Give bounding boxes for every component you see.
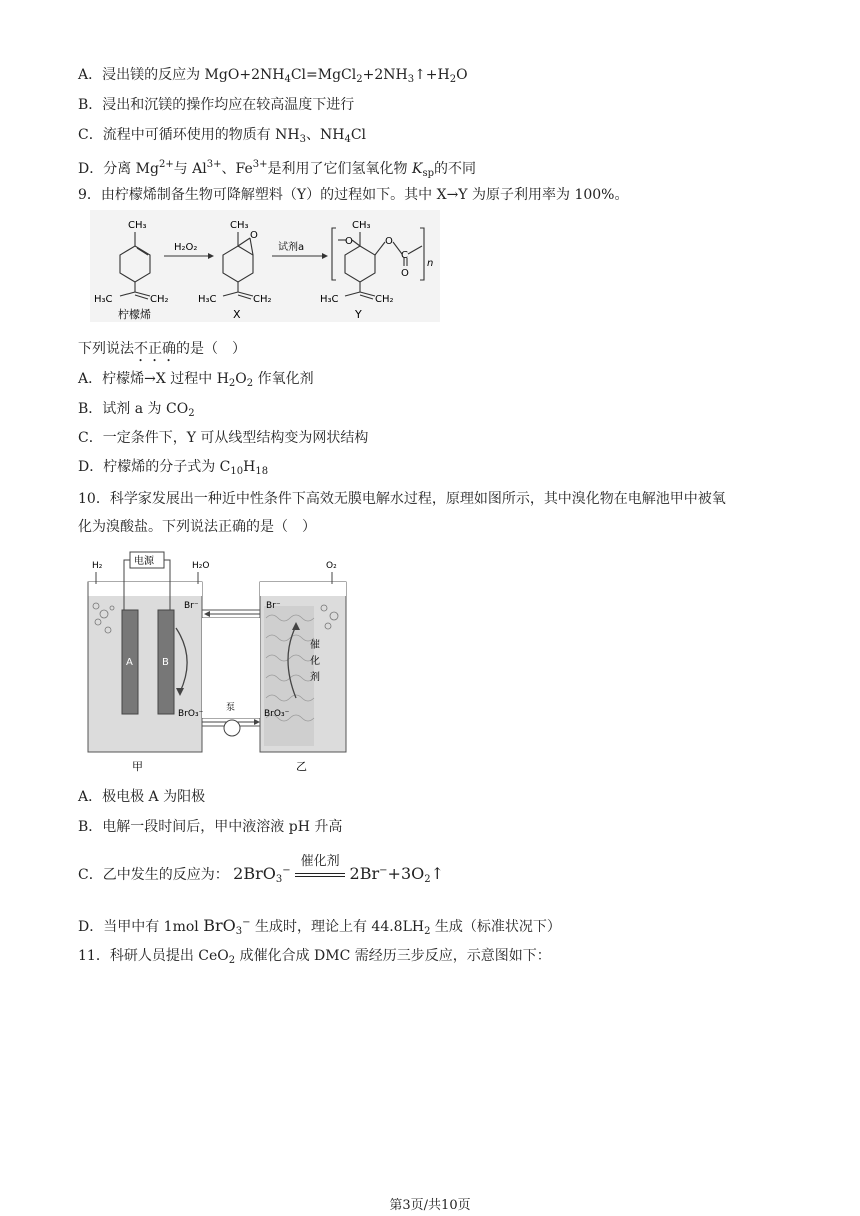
- svg-text:CH₃: CH₃: [352, 220, 371, 231]
- svg-text:BrO₃⁻: BrO₃⁻: [264, 709, 290, 719]
- svg-text:CH₃: CH₃: [230, 220, 249, 231]
- q10-option-d: D．当甲中有 1mol BrO$_3$− 生成时，理论上有 $44.8LH_2$ 生成（标准状况下）: [78, 916, 561, 937]
- svg-text:O: O: [401, 268, 409, 279]
- svg-text:化: 化: [310, 656, 320, 667]
- svg-text:H₂: H₂: [92, 561, 103, 571]
- q10-option-b: B．电解一段时间后，甲中液溶液 pH 升高: [78, 819, 343, 835]
- svg-text:H₂O₂: H₂O₂: [174, 242, 198, 253]
- svg-text:H₃C: H₃C: [94, 294, 113, 305]
- svg-text:Br⁻: Br⁻: [184, 601, 199, 611]
- svg-text:催: 催: [310, 640, 320, 651]
- svg-text:O₂: O₂: [326, 561, 337, 571]
- svg-text:C: C: [401, 250, 408, 261]
- q8-option-d: D．分离 $Mg^{2+}$与 $Al^{3+}$、$Fe^{3+}$是利用了它们氢氧化物 $K_{sp}$的不同: [78, 159, 476, 179]
- q10-electrolysis-figure: [84, 548, 354, 774]
- q11-stem: 11．科研人员提出 CeO$_2$ 成催化合成 DMC 需经历三步反应，示意图如下：: [78, 948, 551, 966]
- q10-option-c: C．乙中发生的反应为： 2BrO$_3$− 催化剂 $2Br^-+3O_2↑$: [78, 854, 445, 885]
- q8-option-c: C．流程中可循环使用的物质有 $NH_3$、$NH_4Cl$: [78, 127, 367, 145]
- svg-text:A: A: [126, 657, 133, 668]
- svg-text:电源: 电源: [134, 556, 154, 567]
- svg-text:CH₂: CH₂: [150, 294, 169, 305]
- x-label: X: [233, 308, 241, 321]
- q9-option-c: C．一定条件下，Y 可从线型结构变为网状结构: [78, 430, 369, 446]
- page-footer: 第3页/共10页: [389, 1198, 471, 1213]
- limonene-ch3: CH₃: [128, 220, 147, 231]
- svg-text:泵: 泵: [226, 703, 236, 713]
- svg-text:试剂a: 试剂a: [278, 242, 305, 253]
- q9-reaction-figure: [90, 210, 440, 322]
- svg-text:甲: 甲: [132, 760, 143, 773]
- svg-text:O: O: [250, 230, 258, 241]
- svg-text:H₂O: H₂O: [192, 561, 210, 571]
- svg-text:BrO₃⁻: BrO₃⁻: [178, 709, 204, 719]
- svg-text:CH₂: CH₂: [253, 294, 272, 305]
- y-label: Y: [355, 308, 362, 321]
- svg-text:O: O: [345, 236, 353, 247]
- svg-text:Br⁻: Br⁻: [266, 601, 281, 611]
- svg-text:H₃C: H₃C: [320, 294, 339, 305]
- svg-text:剂: 剂: [310, 672, 320, 683]
- q10-stem-line2: 化为溴酸盐。下列说法正确的是（ ）: [78, 519, 316, 535]
- svg-text:H₃C: H₃C: [198, 294, 217, 305]
- limonene-label: 柠檬烯: [118, 308, 151, 321]
- q10-stem-line1: 10．科学家发展出一种近中性条件下高效无膜电解水过程，原理如图所示，其中溴化物在电解池甲中被氧: [78, 491, 726, 507]
- q9-option-a: A．柠檬烯→X 过程中 $H_2O_2$ 作氧化剂: [78, 371, 314, 389]
- q9-stem: 9．由柠檬烯制备生物可降解塑料（Y）的过程如下。其中 X→Y 为原子利用率为 100%。: [78, 187, 629, 203]
- svg-text:B: B: [162, 657, 169, 668]
- q8-option-a: A．浸出镁的反应为 $MgO+2NH_4Cl=MgCl_2+2NH_3↑+H_2O$: [78, 67, 468, 85]
- svg-text:CH₂: CH₂: [375, 294, 394, 305]
- svg-text:O: O: [385, 236, 393, 247]
- q8-option-b: B．浸出和沉镁的操作均应在较高温度下进行: [78, 97, 355, 113]
- svg-text:n: n: [427, 258, 434, 269]
- q9-option-d: D．柠檬烯的分子式为 $C_{10}H_{18}$: [78, 459, 269, 477]
- q9-option-b: B．试剂 a 为 $CO_2$: [78, 401, 195, 419]
- q9-ask: 下列说法不正确的是（ ）: [78, 341, 246, 357]
- svg-text:乙: 乙: [296, 760, 307, 773]
- q10-option-a: A．极电极 A 为阳极: [78, 789, 206, 805]
